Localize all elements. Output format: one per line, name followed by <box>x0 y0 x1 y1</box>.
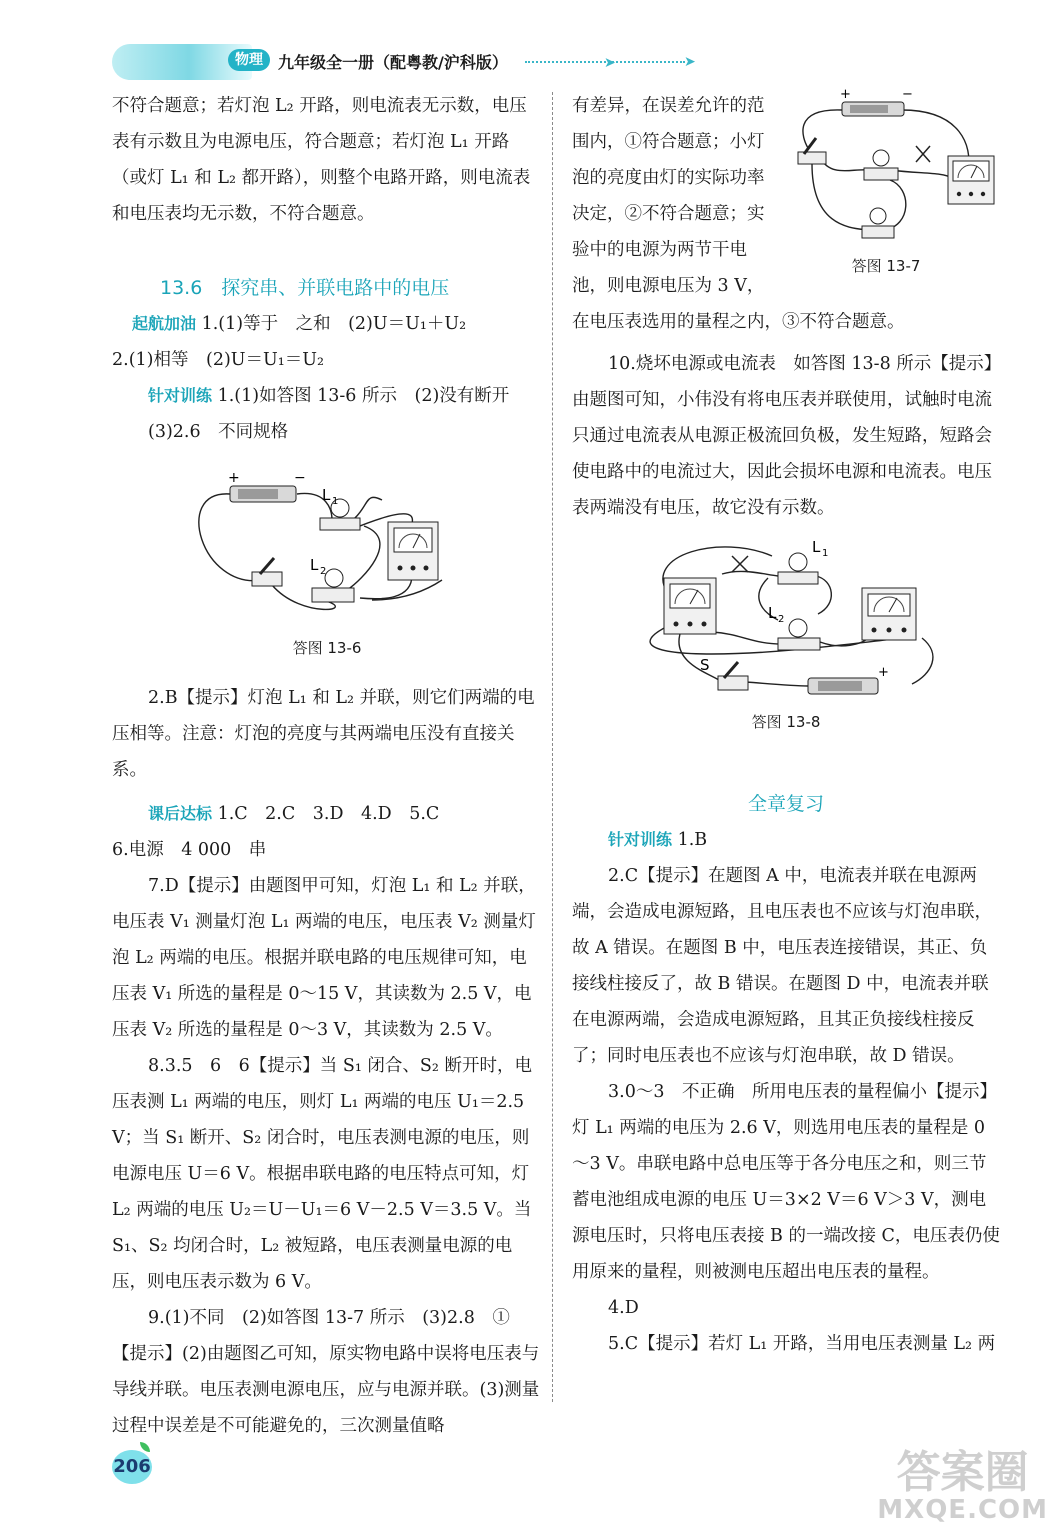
answer-text: 有差异，在误差允许的范围内，①符合题意；小灯泡的亮度由灯的实际功率决定，②不符合题意；实验中的电源为两节干电池，则电源电压为 3 V， <box>572 96 765 296</box>
answer-text: 1.C 2.C 3.D 4.D 5.C <box>212 804 440 824</box>
lamp-l2-icon <box>310 556 354 602</box>
lamp-icon <box>864 150 898 180</box>
switch-icon <box>798 138 826 164</box>
circuit-figure-13-7 <box>772 88 1000 248</box>
cross-mark-icon <box>916 146 930 162</box>
lamp-label-sub: 1 <box>332 496 339 507</box>
answer-text: 4.D <box>608 1298 639 1318</box>
ammeter-icon <box>862 588 916 640</box>
wire <box>803 110 842 148</box>
label-qihang: 起航加油 <box>132 314 197 333</box>
wire <box>347 526 380 590</box>
lamp-label-sub: 2 <box>320 566 327 577</box>
svg-text:−: − <box>294 470 306 486</box>
svg-text:+: + <box>228 470 240 486</box>
lamp-label: L <box>310 556 319 574</box>
column-divider <box>552 92 553 1402</box>
wire <box>722 571 778 576</box>
svg-text:+: + <box>840 88 851 102</box>
battery-icon <box>840 88 913 116</box>
answer-text: 2.C【提示】在题图 A 中，电流表并联在电源两端，会造成电源短路，且电压表也不应该与灯泡串联，故 A 错误。在题图 B 中，电压表连接错误，其正、负接线柱接反了，故 B 错误。在题图 D 中，电流表并联在电源两端，会造成电源短路，且其正负接线柱接反了；同时电压表也不应该与灯泡串联，故 D 错误。 <box>572 866 992 1066</box>
wire <box>820 158 870 171</box>
answer-text: 2.(1)相等 (2)U＝U₁＝U₂ <box>112 350 325 370</box>
switch-icon <box>700 656 748 690</box>
label-zhendui: 针对训练 <box>148 386 213 405</box>
wire <box>812 164 868 230</box>
wire <box>890 170 952 178</box>
page-number: 206 <box>112 1450 152 1484</box>
right-column <box>572 88 1000 1362</box>
watermark-text: 答案圈 <box>896 1447 1029 1498</box>
switch-icon <box>252 558 282 586</box>
lamp-label: L <box>322 486 331 504</box>
answer-text: 9.(1)不同 (2)如答图 13-7 所示 (3)2.8 ①【提示】(2)由题图乙可知，原实物电路中误将电压表与导线并联。电压表测电源电压，应与电源并联。(3)测量过程中误差是不可能避免的，三次测量值略 <box>112 1308 540 1436</box>
answer-text: 2.B【提示】灯泡 L₁ 和 L₂ 并联，则它们两端的电压相等。注意：灯泡的亮度与其两端电压没有直接关系。 <box>112 688 535 780</box>
wire <box>712 632 782 644</box>
answer-text: 10.烧坏电源或电流表 如答图 13-8 所示【提示】由题图可知，小伟没有将电压表并联使用，试触时电流只通过电流表从电源正极流回负极，发生短路，短路会使电路中的电流过大，因此会损坏电源和电流表。电压表两端没有电压，故它没有示数。 <box>572 354 993 518</box>
voltmeter-icon <box>388 522 438 580</box>
lamp-label-sub: 2 <box>778 614 785 625</box>
answer-text: 7.D【提示】由题图甲可知，灯泡 L₁ 和 L₂ 并联，电压表 V₁ 测量灯泡 L₁ 两端的电压，电压表 V₂ 测量灯泡 L₂ 两端的电压。根据并联电路的电压规律可知，电压表 V₁ 所选的量程是 0～15 V，其读数为 2.5 V，电压表 V₂ 所选的量程是 0～3 V，其读数为 2.5 V。 <box>112 876 536 1040</box>
label-zhendui: 针对训练 <box>608 830 673 849</box>
battery-icon <box>808 665 889 694</box>
answer-text: 6.电源 4 000 串 <box>112 840 267 860</box>
figure-caption: 答图 13-8 <box>751 713 821 731</box>
lamp-label: L <box>768 604 777 622</box>
svg-text:−: − <box>902 88 913 102</box>
svg-text:+: + <box>878 665 889 680</box>
answer-text: 8.3.5 6 6【提示】当 S₁ 闭合、S₂ 断开时，电压表测 L₁ 两端的电压，则灯 L₁ 两端的电压 U₁＝2.5 V；当 S₁ 断开、S₂ 闭合时，电压表测电源的电压，则电源电压 U＝6 V。根据串联电路的电压特点可知，灯 L₂ 两端的电压 U₂＝U－U₁＝6 V－2.5 V＝3.5 V。当 S₁、S₂ 均闭合时，L₂ 被短路，电压表测量电源的电压，则电压表示数为 6 V。 <box>112 1056 532 1292</box>
answer-text: 在电压表选用的量程之内，③不符合题意。 <box>572 312 905 332</box>
lamp-icon <box>862 208 894 238</box>
watermark <box>877 1447 1048 1525</box>
review-title: 全章复习 <box>747 793 824 815</box>
wire <box>912 638 933 684</box>
switch-label: S <box>700 656 710 674</box>
figure-caption: 答图 13-6 <box>292 639 362 657</box>
book-title: 九年级全一册（配粤教/沪科版） <box>278 53 508 72</box>
answer-text: 3.0～3 不正确 所用电压表的量程偏小【提示】灯 L₁ 两端的电压为 2.6 V，则选用电压表的量程是 0～3 V。串联电路中总电压等于各分电压之和，则三节蓄电池组成电源的电压 U＝3×2 V＝6 V＞3 V，测电源电压时，只将电压表接 B 的一端改接 C，电压表仍使用原来的量程，则被测电压超出电压表的量程。 <box>572 1082 1000 1282</box>
watermark-url: MXQE.COM <box>877 1495 1048 1525</box>
answer-text: 5.C【提示】若灯 L₁ 开路，当用电压表测量 L₂ 两 <box>608 1334 996 1354</box>
figure-caption: 答图 13-7 <box>851 257 921 275</box>
wire <box>746 682 808 686</box>
circuit-figure-13-6 <box>112 450 542 630</box>
lamp-label-sub: 1 <box>822 548 829 559</box>
answer-text: 1.(1)如答图 13-6 所示 (2)没有断开 (3)2.6 不同规格 <box>148 386 527 442</box>
voltmeter-icon <box>948 156 994 204</box>
answer-text: 1.B <box>672 830 708 850</box>
paragraph: 不符合题意；若灯泡 L₂ 开路，则电流表无示数，电压表有示数且为电源电压，符合题意；若灯泡 L₁ 开路（或灯 L₁ 和 L₂ 都开路），则整个电路开路，则电流表和电压表均无示数，不符合题意。 <box>112 96 531 224</box>
section-title: 13.6 探究串、并联电路中的电压 <box>160 277 450 299</box>
circuit-figure-13-8 <box>572 534 1000 704</box>
wire <box>199 494 262 581</box>
cross-mark-icon <box>732 556 748 572</box>
left-column <box>112 88 542 1444</box>
arrow-right-icon: ➤ <box>604 55 616 71</box>
voltmeter-icon <box>664 578 716 634</box>
subject-badge: 物理 <box>228 49 270 71</box>
lamp-label: L <box>812 538 821 556</box>
arrow-right-icon: ➤ <box>684 54 696 70</box>
lamp-l1-icon <box>320 486 360 530</box>
answer-text: 1.(1)等于 之和 (2)U＝U₁＋U₂ <box>196 314 467 334</box>
label-kehou: 课后达标 <box>148 804 213 823</box>
battery-icon <box>228 470 306 502</box>
wire <box>884 180 906 230</box>
